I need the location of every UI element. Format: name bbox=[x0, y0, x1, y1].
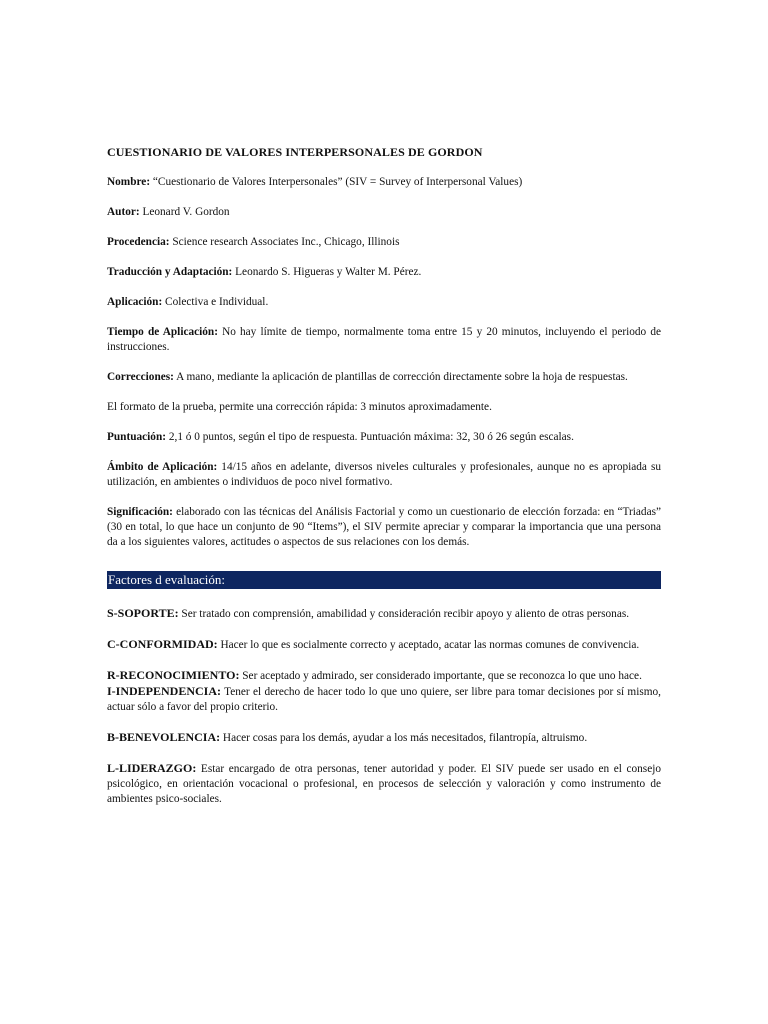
field-aplicacion bbox=[107, 295, 661, 310]
factor-liderazgo bbox=[107, 761, 661, 807]
factor-label: R-RECONOCIMIENTO: bbox=[107, 668, 240, 682]
field-label: Tiempo de Aplicación: bbox=[107, 326, 218, 338]
factor-label: S-SOPORTE: bbox=[107, 606, 179, 620]
paragraph-formato bbox=[107, 400, 661, 415]
field-autor bbox=[107, 205, 661, 220]
factor-text: Ser tratado con comprensión, amabilidad y consideración recibir apoyo y aliento de otras personas. bbox=[178, 608, 630, 620]
field-nombre bbox=[107, 175, 661, 190]
field-text: Science research Associates Inc., Chicago, Illinois bbox=[169, 236, 400, 248]
field-label: Ámbito de Aplicación: bbox=[107, 461, 218, 473]
factor-benevolencia bbox=[107, 730, 661, 746]
field-ambito-aplicacion bbox=[107, 460, 661, 490]
factor-label: L-LIDERAZGO: bbox=[107, 761, 197, 775]
factor-soporte bbox=[107, 606, 661, 622]
factor-independencia bbox=[107, 684, 661, 715]
factor-text: Ser aceptado y admirado, ser considerado importante, que se reconozca lo que uno hace. bbox=[239, 670, 642, 682]
field-text: 14/15 años en adelante, diversos niveles culturales y profesionales, aunque no es apropiada su utilización, en ambientes o individuos de poco nivel formativo. bbox=[107, 461, 661, 488]
factor-reconocimiento bbox=[107, 668, 661, 684]
field-label: Correcciones: bbox=[107, 371, 174, 383]
field-text: Leonardo S. Higueras y Walter M. Pérez. bbox=[232, 266, 422, 278]
field-label: Procedencia: bbox=[107, 236, 170, 248]
document-title: CUESTIONARIO DE VALORES INTERPERSONALES DE GORDON bbox=[107, 145, 483, 159]
field-correcciones bbox=[107, 370, 661, 385]
factor-text: Estar encargado de otra personas, tener autoridad y poder. El SIV puede ser usado en el consejo psicológico, en orientación vocacional o profesional, en procesos de selección y valoración y como instrumento de ambientes psico-sociales. bbox=[107, 763, 661, 805]
factor-text: Hacer lo que es socialmente correcto y aceptado, acatar las normas comunes de convivencia. bbox=[217, 639, 640, 651]
field-traduccion bbox=[107, 265, 661, 280]
field-label: Traducción y Adaptación: bbox=[107, 266, 233, 278]
document-content bbox=[107, 145, 661, 822]
field-text: No hay límite de tiempo, normalmente toma entre 15 y 20 minutos, incluyendo el periodo de instrucciones. bbox=[107, 326, 661, 353]
field-label: Puntuación: bbox=[107, 431, 167, 443]
field-label: Significación: bbox=[107, 506, 173, 518]
field-text: Colectiva e Individual. bbox=[162, 296, 269, 308]
factor-text: Tener el derecho de hacer todo lo que uno quiere, ser libre para tomar decisiones por sí mismo, actuar sólo a favor del propio criterio. bbox=[107, 686, 661, 713]
field-significacion bbox=[107, 505, 661, 550]
field-label: Autor: bbox=[107, 206, 140, 218]
field-text: Leonard V. Gordon bbox=[139, 206, 230, 218]
field-text: “Cuestionario de Valores Interpersonales” (SIV = Survey of Interpersonal Values) bbox=[150, 176, 523, 188]
factor-label: C-CONFORMIDAD: bbox=[107, 637, 218, 651]
factor-label: I-INDEPENDENCIA: bbox=[107, 684, 222, 698]
field-label: Aplicación: bbox=[107, 296, 163, 308]
field-tiempo-aplicacion bbox=[107, 325, 661, 355]
field-procedencia bbox=[107, 235, 661, 250]
field-label: Nombre: bbox=[107, 176, 151, 188]
factors-section-header: Factores d evaluación: bbox=[107, 571, 661, 589]
paragraph-text: El formato de la prueba, permite una corrección rápida: 3 minutos aproximadamente. bbox=[107, 401, 492, 413]
field-text: A mano, mediante la aplicación de plantillas de corrección directamente sobre la hoja de respuestas. bbox=[173, 371, 628, 383]
field-puntuacion bbox=[107, 430, 661, 445]
factor-label: B-BENEVOLENCIA: bbox=[107, 730, 221, 744]
field-text: 2,1 ó 0 puntos, según el tipo de respuesta. Puntuación máxima: 32, 30 ó 26 según escalas. bbox=[166, 431, 574, 443]
factor-conformidad bbox=[107, 637, 661, 653]
field-text: elaborado con las técnicas del Análisis Factorial y como un cuestionario de elección forzada: en “Triadas” (30 en total, lo que hace un conjunto de 90 “Items”), el SIV permite apreciar y comparar la importancia que una persona da a los siguientes valores, actitudes o aspectos de sus relaciones con los demás. bbox=[107, 506, 661, 548]
factor-text: Hacer cosas para los demás, ayudar a los más necesitados, filantropía, altruismo. bbox=[220, 732, 588, 744]
